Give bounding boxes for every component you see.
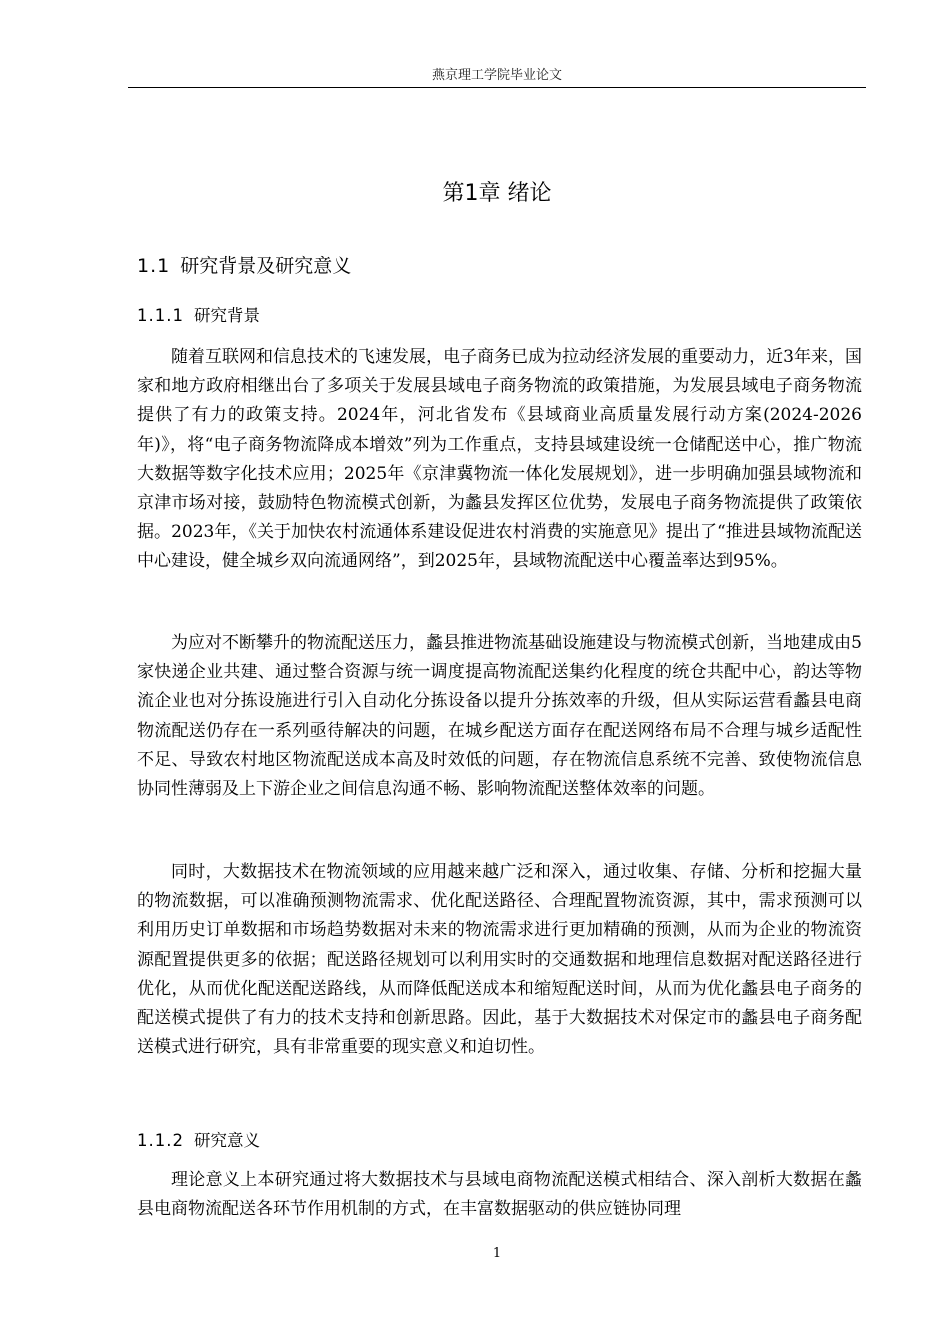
subsection-number: 1.1.1 <box>137 306 184 325</box>
subsection-title: 研究背景 <box>193 306 260 325</box>
section-title: 研究背景及研究意义 <box>180 255 352 277</box>
subsection-heading-background <box>137 303 260 329</box>
paragraph-logistics-pressure: 为应对不断攀升的物流配送压力，蠡县推进物流基础设施建设与物流模式创新，当地建成由5家快递企业共建、通过整合资源与统一调度提高物流配送集约化程度的统仓共配中心，韵达等物流企业也对分拣设施进行引入自动化分拣设备以提升分拣效率的升级，但从实际运营看蠡县电商物流配送仍存在一系列亟待解决的问题，在城乡配送方面存在配送网络布局不合理与城乡适配性不足、导致农村地区物流配送成本高及时效低的问题，存在物流信息系统不完善、致使物流信息协同性薄弱及上下游企业之间信息沟通不畅、影响物流配送整体效率的问题。 <box>137 633 862 800</box>
subsection-title: 研究意义 <box>193 1131 260 1150</box>
header-divider <box>128 87 866 88</box>
section-heading <box>137 252 351 280</box>
running-header: 燕京理工学院毕业论文 <box>431 68 562 83</box>
paragraph-policy-background: 随着互联网和信息技术的飞速发展，电子商务已成为拉动经济发展的重要动力，近3年来，国家和地方政府相继出台了多项关于发展县域电子商务物流的政策措施，为发展县域电子商务物流提供了有力的政策支持。2024年，河北省发布《县域商业高质量发展行动方案(2024-2026年)》，将“电子商务物流降成本增效”列为工作重点，支持县域建设统一仓储配送中心，推广物流大数据等数字化技术应用；2025年《京津冀物流一体化发展规划》，进一步明确加强县域物流和京津市场对接，鼓励特色物流模式创新，为蠡县发挥区位优势，发展电子商务物流提供了政策依据。2023年，《关于加快农村流通体系建设促进农村消费的实施意见》提出了“推进县域物流配送中心建设，健全城乡双向流通网络”，到2025年，县域物流配送中心覆盖率达到95%。 <box>137 347 862 572</box>
paragraph-big-data: 同时，大数据技术在物流领域的应用越来越广泛和深入，通过收集、存储、分析和挖掘大量的物流数据，可以准确预测物流需求、优化配送路径、合理配置物流资源，其中，需求预测可以利用历史订单数据和市场趋势数据对未来的物流需求进行更加精确的预测，从而为企业的物流资源配置提供更多的依据；配送路径规划可以利用实时的交通数据和地理信息数据对配送路径进行优化，从而优化配送配送路线，从而降低配送成本和缩短配送时间，从而为优化蠡县电子商务的配送模式提供了有力的技术支持和创新思路。因此，基于大数据技术对保定市的蠡县电子商务配送模式进行研究，具有非常重要的现实意义和迫切性。 <box>137 862 862 1058</box>
chapter-title: 第1章 绪论 <box>442 181 552 206</box>
subsection-number: 1.1.2 <box>137 1131 184 1150</box>
page-number: 1 <box>492 1246 502 1261</box>
section-number: 1.1 <box>137 255 171 277</box>
paragraph-theoretical-significance: 理论意义上本研究通过将大数据技术与县域电商物流配送模式相结合、深入剖析大数据在蠡县电商物流配送各环节作用机制的方式，在丰富数据驱动的供应链协同理 <box>137 1170 862 1220</box>
subsection-heading-significance <box>137 1128 260 1154</box>
